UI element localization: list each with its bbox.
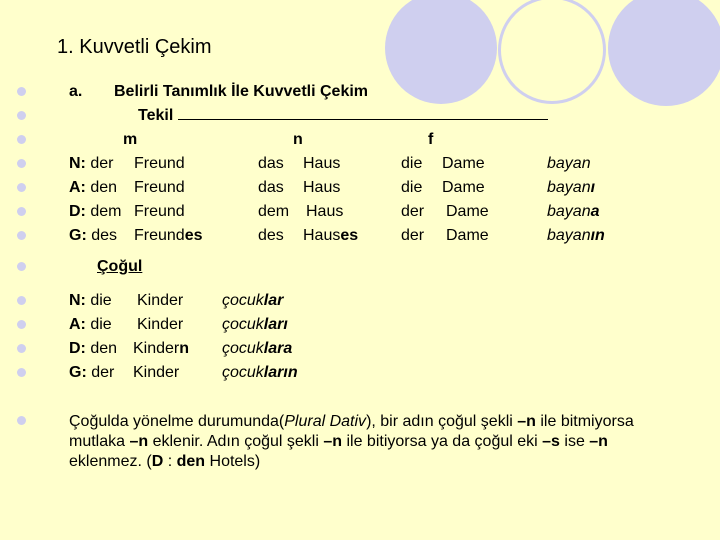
bullet-icon	[17, 296, 26, 305]
fem-noun: Dame	[442, 179, 485, 196]
neut-article: des	[258, 227, 284, 244]
bullet-icon	[17, 320, 26, 329]
section-heading: Belirli Tanımlık İle Kuvvetli Çekim	[114, 83, 369, 100]
translation: bayan	[547, 155, 591, 172]
gender-neuter: n	[293, 131, 303, 148]
translation: çocukları	[222, 316, 288, 333]
translation: bayana	[547, 203, 600, 220]
section-label: a.	[69, 83, 83, 100]
plural-noun: Kinder	[133, 364, 180, 381]
singular-underline	[178, 119, 548, 120]
case-label: D: den	[69, 340, 118, 357]
bullet-icon	[17, 207, 26, 216]
translation: bayanı	[547, 179, 596, 196]
bullet-icon	[17, 87, 26, 96]
neut-article: das	[258, 179, 284, 196]
bullet-icon	[17, 344, 26, 353]
gender-masculine: m	[123, 131, 138, 148]
fem-noun: Dame	[446, 203, 489, 220]
neut-noun: Haus	[303, 179, 341, 196]
bullet-icon	[17, 159, 26, 168]
plural-heading: Çoğul	[97, 258, 143, 275]
fem-noun: Dame	[446, 227, 489, 244]
neut-article: das	[258, 155, 284, 172]
bullet-icon	[17, 183, 26, 192]
plural-noun: Kinder	[137, 292, 184, 309]
case-label: A: den	[69, 179, 118, 196]
translation: bayanın	[547, 227, 605, 244]
gender-feminine: f	[428, 131, 434, 148]
translation: çocuklara	[222, 340, 293, 357]
case-label: G: der	[69, 364, 115, 381]
case-label: D: dem	[69, 203, 122, 220]
translation: çocukların	[222, 364, 298, 381]
slide-title: 1. Kuvvetli Çekim	[57, 36, 212, 58]
plural-noun: Kinder	[137, 316, 184, 333]
bullet-icon	[17, 262, 26, 271]
translation: çocuklar	[222, 292, 284, 309]
decor-circle-outline	[498, 0, 606, 104]
case-label: A: die	[69, 316, 112, 333]
bullet-icon	[17, 416, 26, 425]
bullet-icon	[17, 368, 26, 377]
fem-noun: Dame	[442, 155, 485, 172]
bullet-icon	[17, 111, 26, 120]
case-label: N: der	[69, 155, 114, 172]
neut-noun: Haus	[303, 155, 341, 172]
decor-circle-filled-1	[385, 0, 497, 104]
neut-noun: Hauses	[303, 227, 359, 244]
fem-article: der	[401, 227, 425, 244]
neut-noun: Haus	[306, 203, 344, 220]
masc-noun: Freund	[134, 179, 185, 196]
case-label: N: die	[69, 292, 112, 309]
plural-noun: Kindern	[133, 340, 190, 357]
masc-noun: Freund	[134, 203, 185, 220]
fem-article: die	[401, 155, 423, 172]
neut-article: dem	[258, 203, 290, 220]
fem-article: der	[401, 203, 425, 220]
singular-heading: Tekil	[138, 107, 174, 124]
plural-dative-note: Çoğulda yönelme durumunda(Plural Dativ), bir adın çoğul şekli –n ile bitmiyorsa mutlaka –n eklenir. Adın çoğul şekli –n ile bitiyorsa ya da çoğul eki –s ise –n eklenmez. (D : den Hotels)	[69, 413, 634, 470]
fem-article: die	[401, 179, 423, 196]
bullet-icon	[17, 135, 26, 144]
decor-circle-filled-2	[608, 0, 720, 106]
masc-noun: Freund	[134, 155, 185, 172]
case-label: G: des	[69, 227, 118, 244]
masc-noun: Freundes	[134, 227, 203, 244]
bullet-icon	[17, 231, 26, 240]
